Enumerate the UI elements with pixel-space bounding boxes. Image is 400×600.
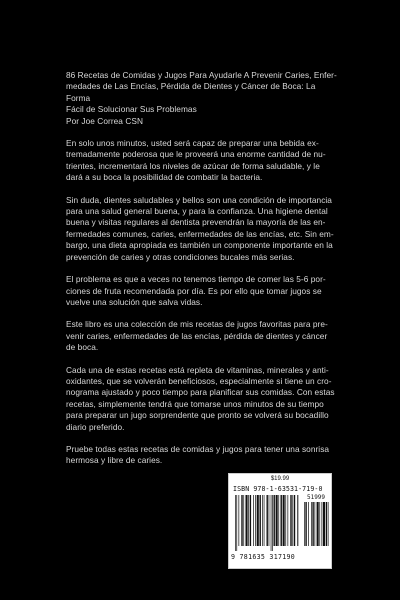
barcode-bar [276, 495, 278, 546]
addon-barcode-bars [304, 502, 329, 551]
barcode-bar [305, 502, 306, 546]
description-paragraph: Pruebe todas estas recetas de comidas y jugos para tener una sonrisa hermosa y libre de caries. [66, 443, 330, 466]
barcode-bar [319, 502, 320, 546]
barcode-bar [328, 502, 329, 546]
description-text [66, 70, 338, 478]
barcode-bar [235, 495, 236, 551]
barcode-bar [260, 495, 261, 546]
book-title-line: 86 Recetas de Comidas y Jugos Para Ayudarle A Prevenir Caries, Enfer- [66, 70, 337, 80]
book-title-line: medades de Las Encías, Pérdida de Dientes y Cáncer de Boca: La Forma [66, 81, 316, 103]
barcode-bar [285, 495, 286, 546]
barcode-bar [304, 502, 305, 546]
barcode-bar [236, 495, 237, 551]
barcode-bar [290, 495, 291, 546]
barcode-bar [292, 495, 293, 546]
barcode-bar [308, 502, 309, 546]
barcode-bar [262, 495, 263, 546]
description-paragraph: Cada una de estas recetas está repleta de vitaminas, minerales y anti-oxidantes, que se volverán beneficiosos, especialmente si tiene un cro-nograma ajustado y poco tiempo para planificar sus comidas. Con estas recetas, simplemente tendrá que tomarse unos minutos de su tiempo para preparar un jugo sorprendente que pronto se volverá su bocadillo diario preferido. [66, 364, 335, 432]
ean-barcode-bars [235, 495, 299, 551]
barcode-bar [267, 495, 268, 546]
barcode-bar [281, 495, 282, 546]
barcode-bar [243, 495, 244, 546]
price-label: $19.99 [270, 476, 290, 482]
barcode-bar [272, 495, 273, 551]
barcode-bar [269, 495, 270, 546]
barcode-bar [250, 495, 251, 546]
barcode-bar [246, 495, 248, 546]
barcode-bar [312, 502, 313, 546]
title-paragraph [66, 70, 338, 127]
book-title-line: Fácil de Solucionar Sus Problemas [66, 104, 197, 115]
barcode-bar [257, 495, 259, 546]
barcode-bar [248, 495, 249, 546]
barcode-bar [253, 495, 254, 546]
barcode-bar [311, 502, 312, 546]
barcode-bar [315, 502, 316, 546]
barcode-bar [322, 502, 323, 546]
description-paragraph: En solo unos minutos, usted será capaz de preparar una bebida ex-tremadamente poderosa que le proveerá una enorme cantidad de nu-trientes, incrementará los niveles de azúcar de forma saludable, y le dará a su boca la posibilidad de combatir la bacteria. [66, 138, 326, 183]
barcode-bar [241, 495, 242, 546]
addon-code-label: 51999 [306, 494, 326, 501]
barcode-bar [317, 502, 319, 546]
ean-digits-label: 9 781635 317190 [231, 553, 296, 561]
barcode-bar [326, 502, 327, 546]
barcode-bar [288, 495, 289, 546]
barcode-bar [239, 495, 240, 546]
barcode-bar [274, 495, 275, 546]
barcode-bar [264, 495, 265, 546]
barcode-bar [323, 502, 325, 546]
barcode-bar [297, 495, 298, 546]
description-paragraph: Este libro es una colección de mis recetas de jugos favoritas para pre-venir caries, enfermedades de las encías, pérdida de dientes y cáncer de boca. [66, 319, 328, 353]
barcode-bar [271, 495, 272, 551]
barcode-bar [283, 495, 285, 546]
isbn-barcode [228, 473, 332, 569]
author-line: Por Joe Correa CSN [66, 115, 143, 126]
barcode-bar [255, 495, 256, 546]
barcode-bar [294, 495, 295, 546]
description-paragraph: Sin duda, dientes saludables y bellos son una condición de importancia para una salud general buena, y para la confianza. Una higiene dental buena y visitas regulares al dentista prevendrán la mayoría de las en-fermedades comunes, caries, enfermedades de las encías, etc. Sin em-bargo, una dieta apropiada es también un componente importante en la prevención de caries y otras condiciones bucales más serias. [66, 194, 334, 262]
barcode-bar [278, 495, 279, 546]
isbn-label: ISBN 978-1-63531-719-0 [233, 485, 323, 493]
description-paragraph: El problema es que a veces no tenemos tiempo de comer las 5-6 por-ciones de fruta recomendada por día. Es por ello que tomar jugos se vuelve una solución que salva vidas. [66, 274, 326, 307]
